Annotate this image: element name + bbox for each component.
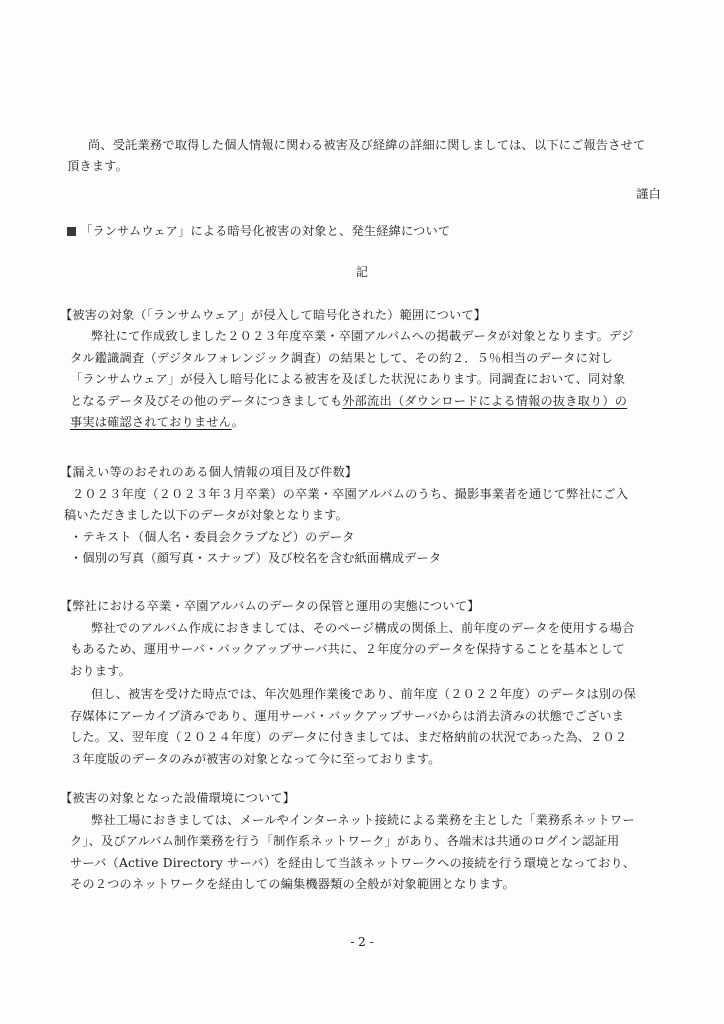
section4-line-4: その２つのネットワークを経由しての編集機器類の全般が対象範囲となります。	[70, 877, 515, 891]
section3-line-5: 存媒体にアーカイブ済みであり、運用サーバ・バックアップサーバからは消去済みの状態でございま	[70, 709, 625, 723]
section1-line-4-underlined: 外部流出（ダウンロードによる情報の抜き取り）の	[342, 394, 628, 408]
section1-line-4	[70, 393, 627, 409]
section3-line-2: もあるため、運用サーバ・バックアップサーバ共に、２年度分のデータを保持することを基本として	[70, 642, 625, 656]
intro-line-1: 尚、受託業務で取得した個人情報に関わる被害及び経緯の詳細に関しましては、以下にご報告させて	[88, 138, 646, 152]
section2-bullet-2: ・個別の写真（顔写真・スナップ）及び校名を含む紙面構成データ	[70, 551, 442, 565]
section1-line-5-underlined: 事実は確認されておりません	[70, 415, 232, 429]
section4-line-3: サーバ（Active Directory サーバ）を経由して当該ネットワークへの接続を行う環境となっており、	[70, 856, 636, 870]
square-bullet-icon	[67, 227, 76, 236]
closing-word: 謹白	[636, 187, 661, 201]
section3-line-3: おります。	[70, 664, 131, 678]
section2-bullet-1: ・テキスト（個人名・委員会クラブなど）のデータ	[70, 530, 355, 544]
section4-title: 【被害の対象となった設備環境について】	[60, 791, 296, 805]
section4-line-1: 弊社工場におきましては、メールやインターネット接続による業務を主とした「業務系ネットワー	[91, 813, 635, 827]
section-heading-text: 「ランサムウェア」による暗号化被害の対象と、発生経緯について	[80, 224, 451, 238]
section1-line-4-plain: となるデータ及びその他のデータにつきましても	[70, 394, 343, 408]
section1-line-2: タル鑑識調査（デジタルフォレンジック調査）の結果として、その約２．５％相当のデータに対し	[70, 351, 613, 365]
section1-line-3: 「ランサムウェア」が侵入し暗号化による被害を及ぼした状況にあります。同調査において、同対象	[70, 372, 626, 386]
section-heading	[67, 223, 450, 239]
intro-line-2: 頂きます。	[67, 159, 128, 173]
section3-title: 【弊社における卒業・卒園アルバムのデータの保管と運用の実態について】	[60, 599, 480, 613]
ki-heading: 記	[355, 265, 369, 279]
section1-line-5	[70, 414, 244, 430]
section3-line-7: ３年度版のデータのみが被害の対象となって今に至っております。	[70, 752, 441, 766]
page-number: - 2 -	[350, 935, 374, 949]
section2-title: 【漏えい等のおそれのある個人情報の項目及び件数】	[60, 465, 358, 479]
section1-line-1: 弊社にて作成致しました２０２３年度卒業・卒園アルバムへの掲載データが対象となります。デジ	[91, 329, 634, 343]
section2-line-2: 稿いただきました以下のデータが対象となります。	[64, 508, 348, 522]
section1-line-5-plain: 。	[231, 415, 245, 429]
section3-line-4: 但し、被害を受けた時点では、年次処理作業後であり、前年度（２０２２年度）のデータは別の保	[91, 687, 637, 701]
section1-title: 【被害の対象（「ランサムウェア」が侵入して暗号化された）範囲について】	[60, 308, 487, 322]
section3-line-1: 弊社でのアルバム作成におきましては、そのページ構成の関係上、前年度のデータを使用する場合	[91, 621, 635, 635]
section2-line-1: ２０２３年度（２０２３年３月卒業）の卒業・卒園アルバムのうち、撮影事業者を通じて弊社にご入	[72, 487, 629, 501]
section3-line-6: した。又、翌年度（２０２４年度）のデータに付きましては、まだ格納前の状況であった為、２０２	[70, 730, 628, 744]
section4-line-2: ク」、及びアルバム制作業務を行う「制作系ネットワーク」があり、各端末は共通のログイン認証用	[70, 834, 620, 848]
